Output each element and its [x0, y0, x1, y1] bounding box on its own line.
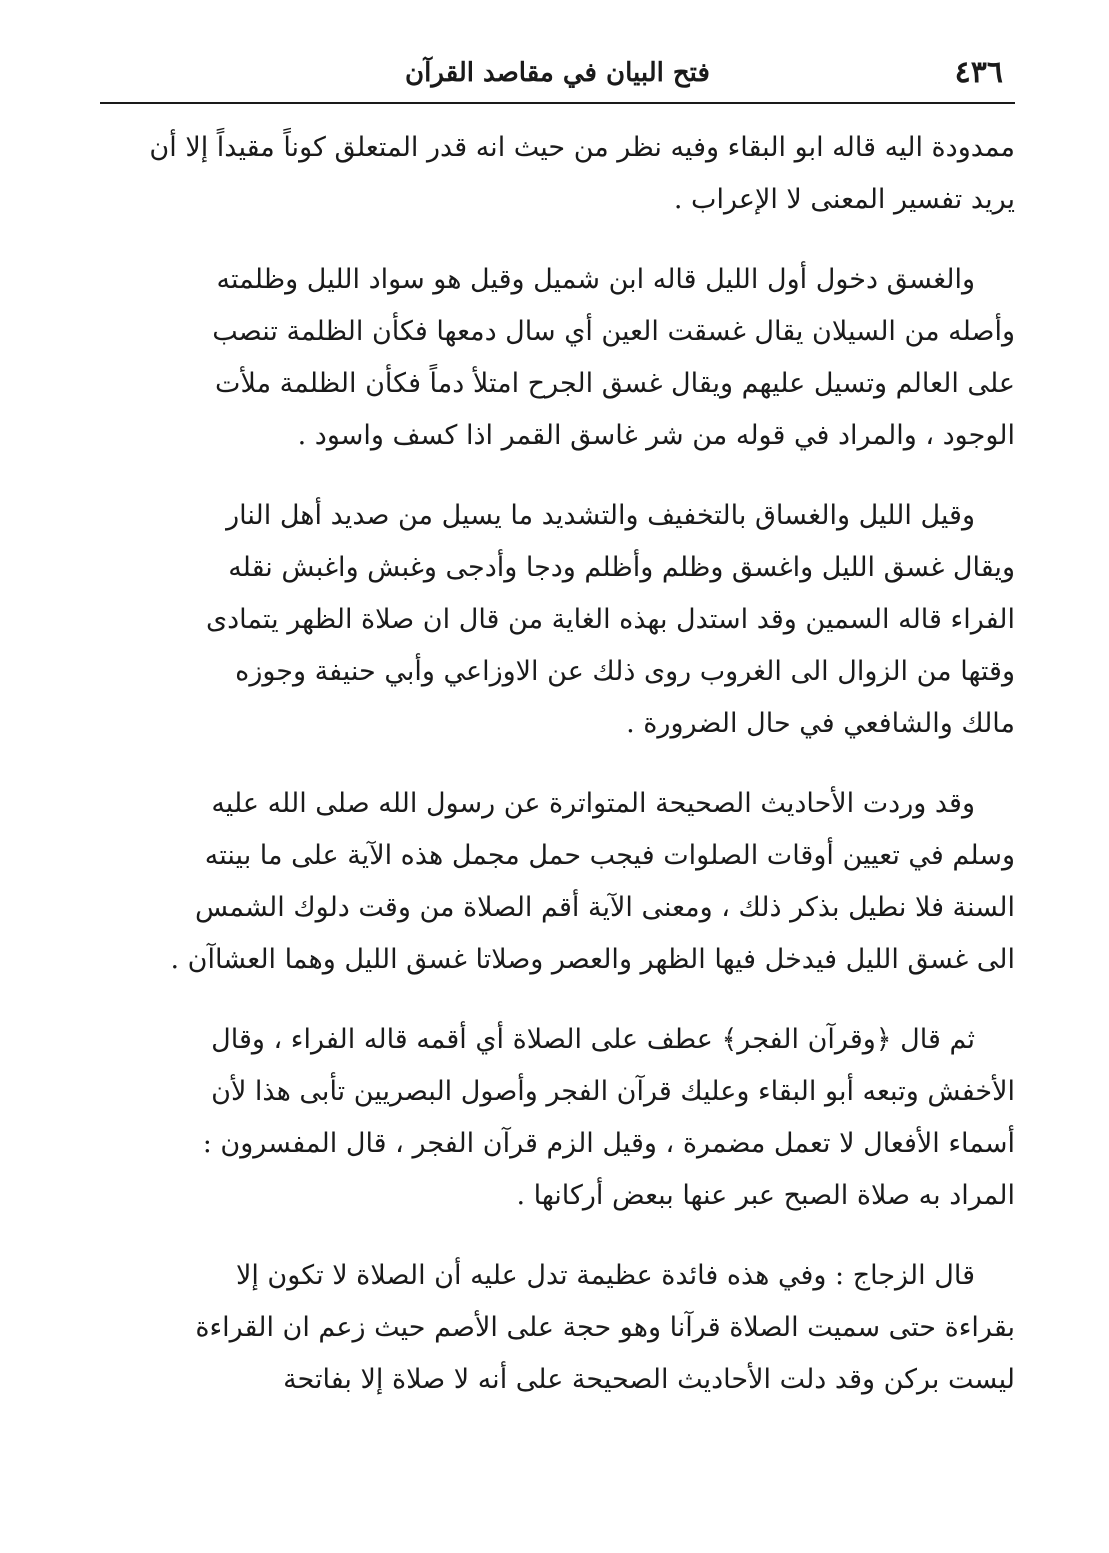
text-line: ليست بركن وقد دلت الأحاديث الصحيحة على أنه لا صلاة إلا بفاتحة: [283, 1364, 1015, 1395]
text-line: الأخفش وتبعه أبو البقاء وعليك قرآن الفجر وأصول البصريين تأبى هذا لأن: [211, 1076, 1015, 1107]
text-line: أسماء الأفعال لا تعمل مضمرة ، وقيل الزم قرآن الفجر ، قال المفسرون :: [202, 1128, 1015, 1159]
page-body: [100, 122, 1015, 1406]
text-line: قال الزجاج : وفي هذه فائدة عظيمة تدل عليه أن الصلاة لا تكون إلا: [235, 1260, 975, 1291]
text-line: المراد به صلاة الصبح عبر عنها ببعض أركانها .: [516, 1180, 1015, 1211]
text-line: مالك والشافعي في حال الضرورة .: [626, 708, 1015, 739]
header-rule: [100, 102, 1015, 104]
text-line: الوجود ، والمراد في قوله من شر غاسق القمر اذا كسف واسود .: [297, 420, 1015, 451]
text-line: بقراءة حتى سميت الصلاة قرآنا وهو حجة على الأصم حيث زعم ان القراءة: [195, 1312, 1015, 1343]
paragraph-gap: [100, 986, 1015, 1014]
running-title: فتح البيان في مقاصد القرآن: [405, 58, 710, 88]
text-line: الى غسق الليل فيدخل فيها الظهر والعصر وصلاتا غسق الليل وهما العشاآن .: [170, 944, 1015, 975]
text-line: ممدودة اليه قاله ابو البقاء وفيه نظر من حيث انه قدر المتعلق كوناً مقيداً إلا أن: [149, 132, 1015, 163]
paragraph: [100, 254, 1015, 462]
paragraph-gap: [100, 1222, 1015, 1250]
text-line: والغسق دخول أول الليل قاله ابن شميل وقيل هو سواد الليل وظلمته: [216, 264, 975, 295]
paragraph-gap: [100, 226, 1015, 254]
paragraph: [100, 778, 1015, 986]
paragraph: [100, 490, 1015, 750]
text-line: وقد وردت الأحاديث الصحيحة المتواترة عن رسول الله صلى الله عليه: [211, 788, 975, 819]
paragraph: [100, 1014, 1015, 1222]
text-line: السنة فلا نطيل بذكر ذلك ، ومعنى الآية أقم الصلاة من وقت دلوك الشمس: [194, 892, 1015, 923]
text-line: وسلم في تعيين أوقات الصلوات فيجب حمل مجمل هذه الآية على ما بينته: [204, 840, 1015, 871]
text-line: يريد تفسير المعنى لا الإعراب .: [673, 184, 1015, 215]
text-line: ويقال غسق الليل واغسق وظلم وأظلم ودجا وأدجى وغبش واغبش نقله: [228, 552, 1015, 583]
text-line: وقتها من الزوال الى الغروب روى ذلك عن الاوزاعي وأبي حنيفة وجوزه: [235, 656, 1015, 687]
paragraph-gap: [100, 750, 1015, 778]
text-line: وأصله من السيلان يقال غسقت العين أي سال دمعها فكأن الظلمة تنصب: [212, 316, 1015, 347]
text-line: الفراء قاله السمين وقد استدل بهذه الغاية من قال ان صلاة الظهر يتمادى: [205, 604, 1015, 635]
paragraph-gap: [100, 462, 1015, 490]
page-number: ٤٣٦: [954, 55, 1003, 90]
text-line: ثم قال ﴿وقرآن الفجر﴾ عطف على الصلاة أي أقمه قاله الفراء ، وقال: [211, 1024, 975, 1055]
text-line: على العالم وتسيل عليهم ويقال غسق الجرح امتلأ دماً فكأن الظلمة ملأت: [215, 368, 1015, 399]
paragraph: [100, 122, 1015, 226]
text-line: وقيل الليل والغساق بالتخفيف والتشديد ما يسيل من صديد أهل النار: [226, 500, 975, 531]
paragraph: [100, 1250, 1015, 1406]
page-header: [100, 48, 1015, 100]
